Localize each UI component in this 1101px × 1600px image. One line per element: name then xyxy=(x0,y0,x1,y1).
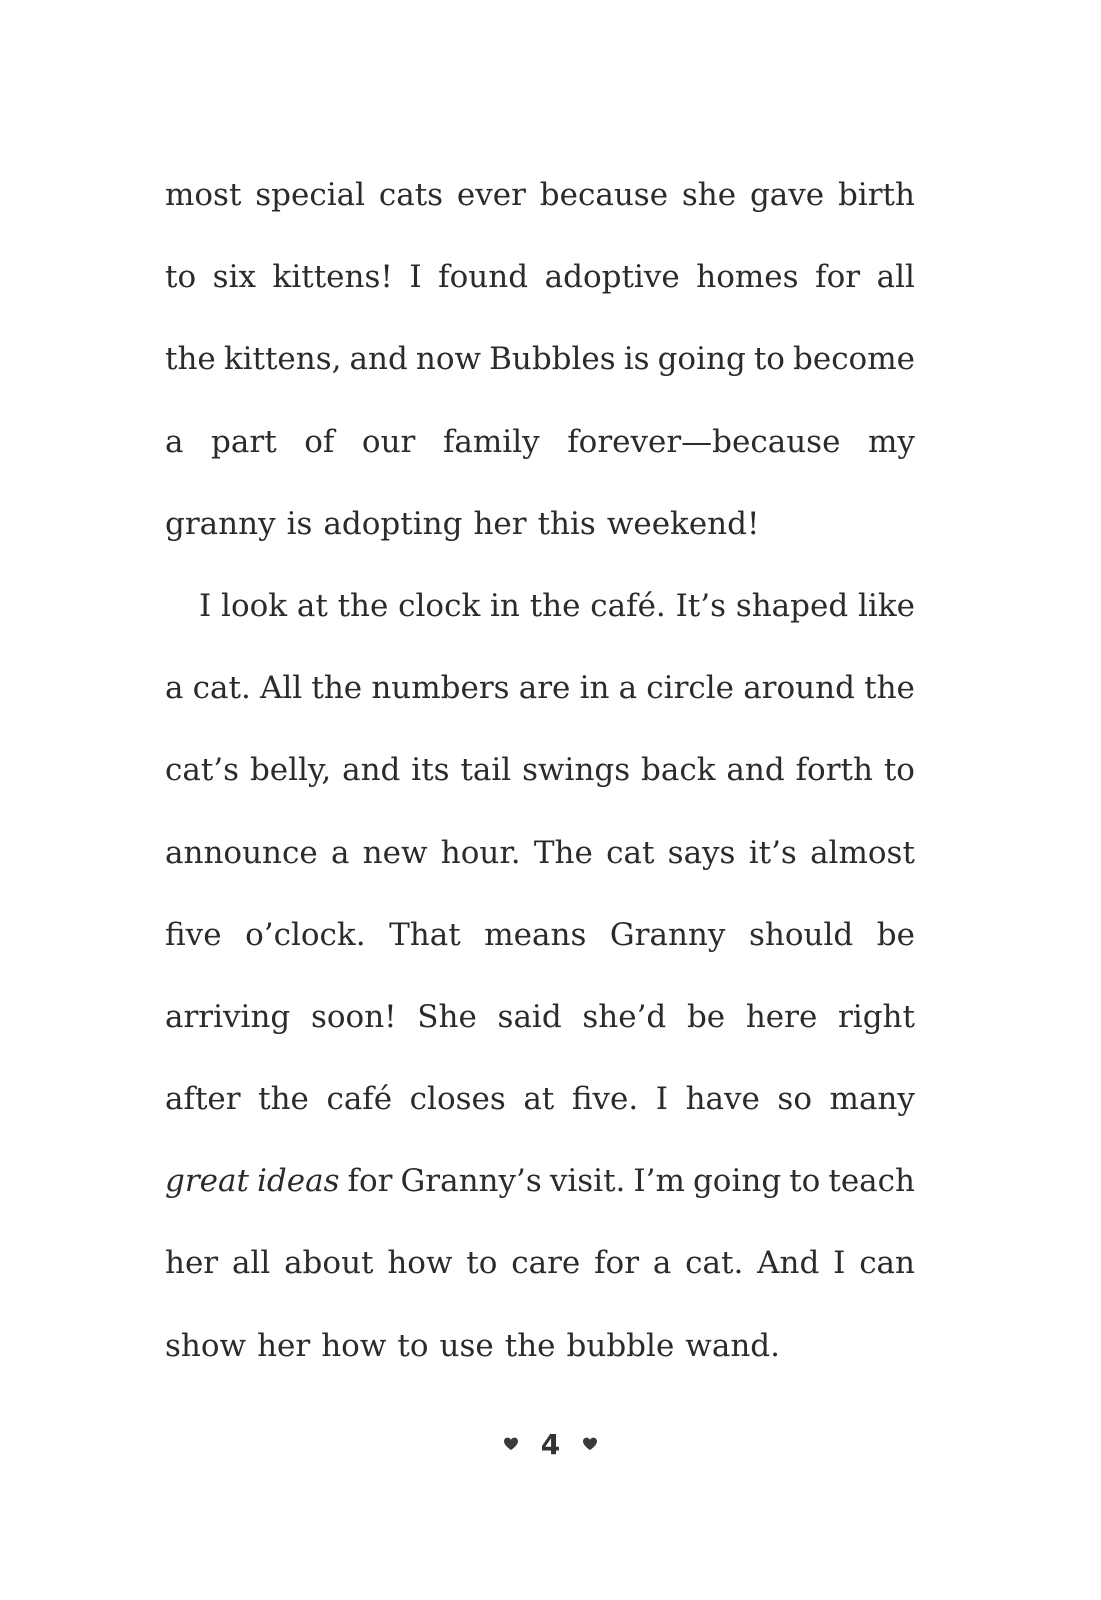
word: six xyxy=(212,259,256,296)
word: about xyxy=(284,1245,374,1282)
word: a xyxy=(165,423,184,460)
text-line xyxy=(165,990,915,1072)
word: the xyxy=(864,670,915,707)
word: of xyxy=(304,423,335,460)
word: family xyxy=(442,423,540,460)
word: weekend! xyxy=(606,505,760,542)
word: have xyxy=(685,1081,760,1118)
word: and xyxy=(726,752,785,789)
text-line xyxy=(165,661,915,743)
word: found xyxy=(438,259,529,296)
word: the xyxy=(529,587,581,624)
word: Bubbles xyxy=(489,341,616,378)
heart-icon xyxy=(503,1436,519,1452)
word: almost xyxy=(810,834,915,871)
word: ideas xyxy=(256,1163,340,1200)
word: to xyxy=(789,1163,821,1200)
word: her xyxy=(165,1245,219,1282)
word: the xyxy=(337,587,389,624)
word: wand. xyxy=(685,1327,780,1364)
word: forth xyxy=(795,752,873,789)
word: visit. xyxy=(549,1163,626,1200)
text-line xyxy=(165,579,915,661)
word: forever—because xyxy=(567,423,841,460)
word: great xyxy=(165,1163,249,1200)
word: to xyxy=(883,752,915,789)
word: her xyxy=(473,505,527,542)
word: in xyxy=(579,670,610,707)
word: her xyxy=(257,1327,311,1364)
word: a xyxy=(330,834,350,871)
word: back xyxy=(641,752,716,789)
word: use xyxy=(439,1327,494,1364)
word: tail xyxy=(460,752,512,789)
word: so xyxy=(777,1081,812,1118)
word: ever xyxy=(456,177,526,213)
word: cat xyxy=(606,834,655,871)
text-line xyxy=(165,250,915,332)
text-line xyxy=(165,826,915,908)
word: look xyxy=(221,587,288,624)
word: in xyxy=(490,587,520,624)
text-line xyxy=(165,1072,915,1154)
word: going xyxy=(657,341,746,378)
word: homes xyxy=(696,259,799,296)
word: All xyxy=(259,670,303,707)
word: bubble xyxy=(566,1327,675,1364)
word: become xyxy=(793,341,915,378)
text-line xyxy=(165,1154,915,1236)
word: is xyxy=(623,341,650,378)
word: care xyxy=(511,1245,581,1282)
word: she xyxy=(681,177,737,213)
word: o’clock. xyxy=(245,916,366,953)
word: to xyxy=(466,1245,498,1282)
word: said xyxy=(497,998,562,1035)
word: our xyxy=(361,423,416,460)
text-line xyxy=(165,497,915,579)
word: after xyxy=(165,1081,241,1118)
word: because xyxy=(539,177,669,213)
word: She xyxy=(417,998,477,1035)
word: show xyxy=(165,1327,247,1364)
word: five. xyxy=(571,1081,639,1118)
word: it’s xyxy=(748,834,797,871)
text-line xyxy=(165,1319,915,1401)
word: That xyxy=(389,916,461,953)
word: adoptive xyxy=(544,259,680,296)
word: should xyxy=(748,916,854,953)
word: many xyxy=(829,1081,915,1118)
word: granny xyxy=(165,505,276,542)
word: birth xyxy=(837,177,915,213)
word: a xyxy=(618,670,638,707)
word: new xyxy=(362,834,428,871)
word: the xyxy=(165,341,216,378)
word: I xyxy=(409,259,422,296)
word: now xyxy=(415,341,482,378)
word: how xyxy=(387,1245,453,1282)
word: five xyxy=(165,916,222,953)
word: the xyxy=(311,670,363,707)
word: clock xyxy=(398,587,481,624)
word: arriving xyxy=(165,998,291,1035)
word: Granny xyxy=(609,916,726,953)
word: the xyxy=(258,1081,309,1118)
word: the xyxy=(504,1327,556,1364)
text-line xyxy=(165,168,915,250)
word: for xyxy=(815,259,861,296)
word: adopting xyxy=(323,505,463,542)
word: its xyxy=(411,752,450,789)
word: kittens, xyxy=(223,341,342,378)
word: my xyxy=(868,423,915,460)
word: cat. xyxy=(685,1245,744,1282)
word: teach xyxy=(828,1163,915,1200)
word: café. xyxy=(590,587,666,624)
word: most xyxy=(165,177,242,213)
word: and xyxy=(349,341,408,378)
page-footer xyxy=(0,1424,1101,1464)
word: I xyxy=(655,1081,669,1118)
text-line xyxy=(165,415,915,497)
word: to xyxy=(165,259,197,296)
word: be xyxy=(686,998,726,1035)
word: I xyxy=(199,587,212,624)
word: cat. xyxy=(192,670,251,707)
word: part xyxy=(211,423,277,460)
word: cats xyxy=(378,177,444,213)
word: It’s xyxy=(675,587,727,624)
word: a xyxy=(165,670,184,707)
word: I xyxy=(833,1245,846,1282)
word: all xyxy=(876,259,915,296)
word: going xyxy=(692,1163,782,1200)
word: I’m xyxy=(633,1163,685,1200)
word: are xyxy=(518,670,571,707)
word: means xyxy=(484,916,587,953)
word: for xyxy=(594,1245,640,1282)
word: like xyxy=(857,587,915,624)
text-line xyxy=(165,332,915,414)
word: special xyxy=(255,177,366,213)
word: hour. xyxy=(440,834,521,871)
word: here xyxy=(745,998,818,1035)
word: for xyxy=(347,1163,393,1200)
word: café xyxy=(326,1081,393,1118)
word: right xyxy=(837,998,915,1035)
word: be xyxy=(876,916,915,953)
word: gave xyxy=(749,177,825,213)
word: is xyxy=(286,505,313,542)
word: all xyxy=(231,1245,271,1282)
word: announce xyxy=(165,834,318,871)
word: belly, xyxy=(249,752,332,789)
word: closes xyxy=(409,1081,506,1118)
word: how xyxy=(321,1327,387,1364)
word: circle xyxy=(646,670,735,707)
text-line xyxy=(165,1236,915,1318)
word: this xyxy=(537,505,596,542)
word: soon! xyxy=(310,998,397,1035)
word: The xyxy=(533,834,593,871)
word: at xyxy=(296,587,328,624)
word: swings xyxy=(522,752,631,789)
word: cat’s xyxy=(165,752,240,789)
page-number: 4 xyxy=(540,1427,561,1461)
word: at xyxy=(523,1081,555,1118)
text-line xyxy=(165,908,915,990)
word: to xyxy=(753,341,785,378)
word: and xyxy=(342,752,401,789)
word: can xyxy=(859,1245,915,1282)
word: a xyxy=(652,1245,672,1282)
word: Granny’s xyxy=(400,1163,542,1200)
word: says xyxy=(667,834,736,871)
heart-icon xyxy=(582,1436,598,1452)
word: And xyxy=(757,1245,820,1282)
word: kittens! xyxy=(272,259,393,296)
word: to xyxy=(397,1327,429,1364)
word: shaped xyxy=(735,587,849,624)
text-line xyxy=(165,743,915,825)
word: numbers xyxy=(371,670,510,707)
body-text xyxy=(165,168,915,1401)
word: around xyxy=(743,670,855,707)
word: she’d xyxy=(582,998,667,1035)
